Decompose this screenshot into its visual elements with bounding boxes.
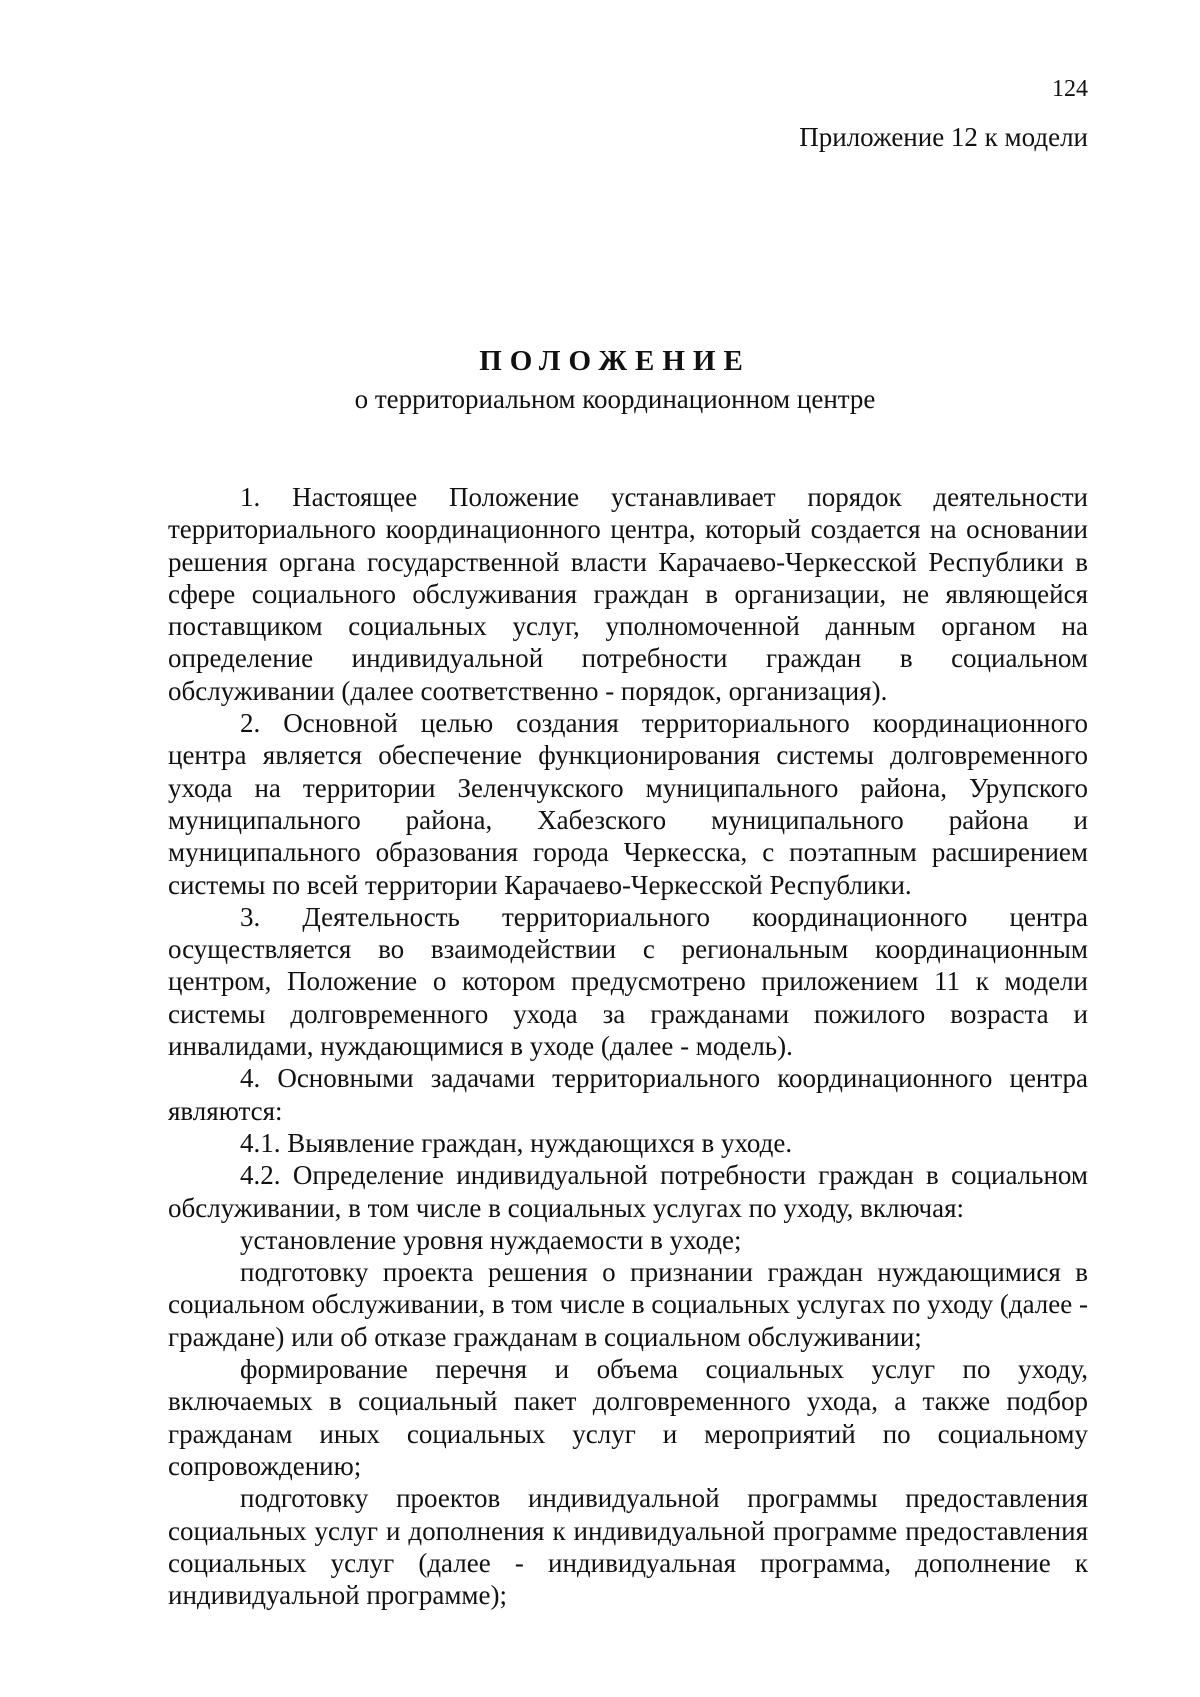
paragraph-4: 4. Основными задачами территориального координационного центра являются:	[168, 1063, 1088, 1126]
page-number: 124	[1052, 76, 1088, 102]
paragraph-4-2: 4.2. Определение индивидуальной потребности граждан в социальном обслуживании, в том числе в социальных услугах по уходу, включая:	[168, 1160, 1088, 1223]
paragraph-4-1: 4.1. Выявление граждан, нуждающихся в уходе.	[240, 1127, 793, 1158]
document-subtitle: о территориальном координационном центре	[354, 384, 876, 414]
paragraph-1: 1. Настоящее Положение устанавливает порядок деятельности территориального координационного центра, который создается на основании решения органа государственной власти Карачаево-Черкесской Республики в сфере социального обслуживания граждан в организации, не являющейся поставщиком социальных услуг, уполномоченной данным органом на определение индивидуальной потребности граждан в социальном обслуживании (далее соответственно - порядок, организация).	[168, 482, 1088, 706]
paragraph-item-program-drafts: подготовку проектов индивидуальной программы предоставления социальных услуг и дополнения к индивидуальной программе предоставления социальных услуг (далее - индивидуальная программа, дополнение к индивидуальной программе);	[168, 1483, 1088, 1611]
paragraph-3: 3. Деятельность территориального координационного центра осуществляется во взаимодействии с региональным координационным центром, Положение о котором предусмотрено приложением 11 к модели системы долговременного ухода за гражданами пожилого возраста и инвалидами, нуждающимися в уходе (далее - модель).	[168, 901, 1088, 1062]
paragraph-item-services-list: формирование перечня и объема социальных услуг по уходу, включаемых в социальный пакет долговременного ухода, а также подбор гражданам иных социальных услуг и мероприятий по социальному сопровождению;	[168, 1354, 1088, 1481]
appendix-label: Приложение 12 к модели	[799, 122, 1088, 152]
paragraph-item-decision-draft: подготовку проекта решения о признании граждан нуждающимися в социальном обслуживании, в том числе в социальных услугах по уходу (далее - граждане) или об отказе гражданам в социальном обслуживании;	[168, 1257, 1088, 1352]
document-body	[168, 481, 1088, 1611]
paragraph-2: 2. Основной целью создания территориального координационного центра является обеспечение функционирования системы долговременного ухода на территории Зеленчукского муниципального района, Урупского муниципального района, Хабезского муниципального района и муниципального образования города Черкесска, с поэтапным расширением системы по всей территории Карачаево-Черкесской Республики.	[168, 708, 1088, 900]
document-title: ПОЛОЖЕНИЕ	[479, 345, 751, 377]
paragraph-item-need-level: установление уровня нуждаемости в уходе;	[240, 1224, 742, 1255]
